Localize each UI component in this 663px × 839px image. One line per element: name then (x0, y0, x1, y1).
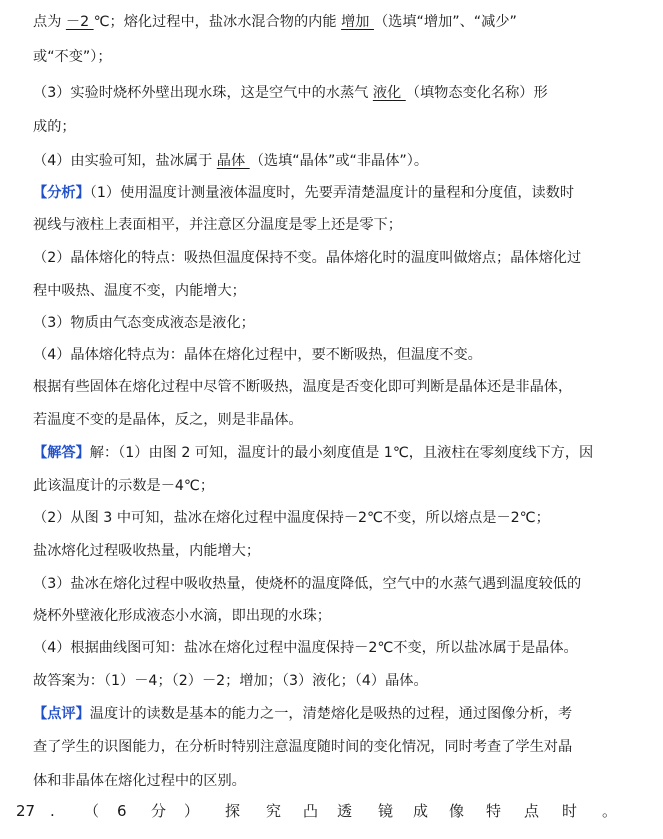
text-segment: 程中吸热、温度不变，内能增大； (33, 283, 246, 299)
heading-char: 凸 (303, 802, 319, 820)
text-line (33, 704, 572, 724)
text-segment: （3）盐冰在熔化过程中吸收热量，使烧杯的温度降低，空气中的水蒸气遇到温度较低的 (33, 576, 582, 592)
text-line (33, 606, 331, 626)
section-tag: 【解答】 (33, 445, 90, 461)
text-line (33, 83, 548, 103)
text-segment: 根据有些固体在熔化过程中尽管不断吸热，温度是否变化即可判断是晶体还是非晶体， (33, 379, 573, 395)
text-segment: （2）从图 3 中可知，盐冰在熔化过程中温度保持－2℃不变，所以熔点是－2℃； (33, 510, 550, 526)
text-segment: （填物态变化名称）形 (405, 85, 548, 101)
text-line (33, 541, 260, 561)
text-segment: 盐冰熔化过程吸收热量，内能增大； (33, 543, 261, 559)
text-line (33, 671, 428, 691)
text-segment: 体和非晶体在熔化过程中的区别。 (33, 773, 246, 789)
text-segment: （4）根据曲线图可知：盐冰在熔化过程中温度保持－2℃不变，所以盐冰属于是晶体。 (33, 640, 578, 656)
answer-blank: －2 (65, 14, 94, 30)
text-segment: （选填“增加”、“减少” (373, 14, 517, 30)
heading-char: . (50, 802, 55, 820)
text-segment: ℃；熔化过程中，盐冰水混合物的内能 (93, 14, 342, 30)
answer-blank: 液化 (372, 85, 406, 101)
text-segment: 成的； (33, 119, 76, 135)
text-line (33, 443, 593, 463)
text-line (33, 248, 581, 268)
text-line (33, 281, 246, 301)
heading-char: 镜 (378, 802, 394, 820)
text-segment: （3）物质由气态变成液态是液化； (33, 315, 255, 331)
text-segment: 若温度不变的是晶体，反之，则是非晶体。 (33, 412, 303, 428)
text-line (33, 508, 550, 528)
text-line (33, 183, 574, 203)
section-tag: 【点评】 (33, 706, 90, 722)
text-line (33, 151, 428, 171)
heading-char: 6 (117, 802, 127, 820)
text-segment: 或“不变”）； (33, 49, 112, 65)
heading-char: （ (84, 802, 100, 820)
heading-char: 探 (225, 802, 241, 820)
heading-char: 点 (524, 802, 540, 820)
heading-char: 时 (562, 802, 578, 820)
heading-char: 27 (16, 802, 36, 820)
heading-char: 特 (486, 802, 502, 820)
text-segment: （选填“晶体”或“非晶体”）。 (249, 153, 429, 169)
text-segment: 点为 (33, 14, 66, 30)
text-segment: 此该温度计的示数是－4℃； (33, 478, 215, 494)
text-line (33, 377, 572, 397)
text-segment: （4）晶体熔化特点为：晶体在熔化过程中，要不断吸热，但温度不变。 (33, 347, 482, 363)
answer-blank: 晶体 (216, 153, 250, 169)
heading-char: 透 (337, 802, 353, 820)
text-line (33, 12, 517, 32)
text-line (33, 771, 246, 791)
heading-char: 究 (266, 802, 282, 820)
section-tag: 【分析】 (33, 185, 90, 201)
text-segment: （1）使用温度计测量液体温度时，先要弄清楚温度计的量程和分度值，读数时 (89, 185, 575, 201)
text-line (33, 345, 482, 365)
heading-char: 。 (602, 802, 618, 820)
text-line (33, 47, 112, 67)
text-segment: 烧杯外壁液化形成液态小水滴，即出现的水珠； (33, 608, 331, 624)
text-line (33, 410, 303, 430)
text-line (33, 476, 214, 496)
text-line (33, 117, 76, 137)
text-segment: 温度计的读数是基本的能力之一，清楚熔化是吸热的过程，通过图像分析，考 (89, 706, 573, 722)
heading-char: 像 (449, 802, 465, 820)
heading-char: 分 (151, 802, 167, 820)
heading-char: 成 (413, 802, 429, 820)
text-line (33, 574, 581, 594)
text-segment: （2）晶体熔化的特点：吸热但温度保持不变。晶体熔化时的温度叫做熔点；晶体熔化过 (33, 250, 582, 266)
text-line (33, 638, 578, 658)
heading-char: ） (184, 802, 200, 820)
text-segment: 解：（1）由图 2 可知，温度计的最小刻度值是 1℃，且液柱在零刻度线下方，因 (89, 445, 594, 461)
text-segment: 查了学生的识图能力，在分析时特别注意温度随时间的变化情况，同时考查了学生对晶 (33, 739, 573, 755)
text-segment: 故答案为：（1）－4；（2）－2；增加；（3）液化；（4）晶体。 (33, 673, 428, 689)
text-line (33, 737, 572, 757)
text-line (33, 215, 402, 235)
text-segment: 视线与液柱上表面相平，并注意区分温度是零上还是零下； (33, 217, 402, 233)
text-line (33, 313, 255, 333)
text-segment: （4）由实验可知，盐冰属于 (33, 153, 217, 169)
text-segment: （3）实验时烧杯外壁出现水珠，这是空气中的水蒸气 (33, 85, 373, 101)
answer-blank: 增加 (341, 14, 374, 30)
